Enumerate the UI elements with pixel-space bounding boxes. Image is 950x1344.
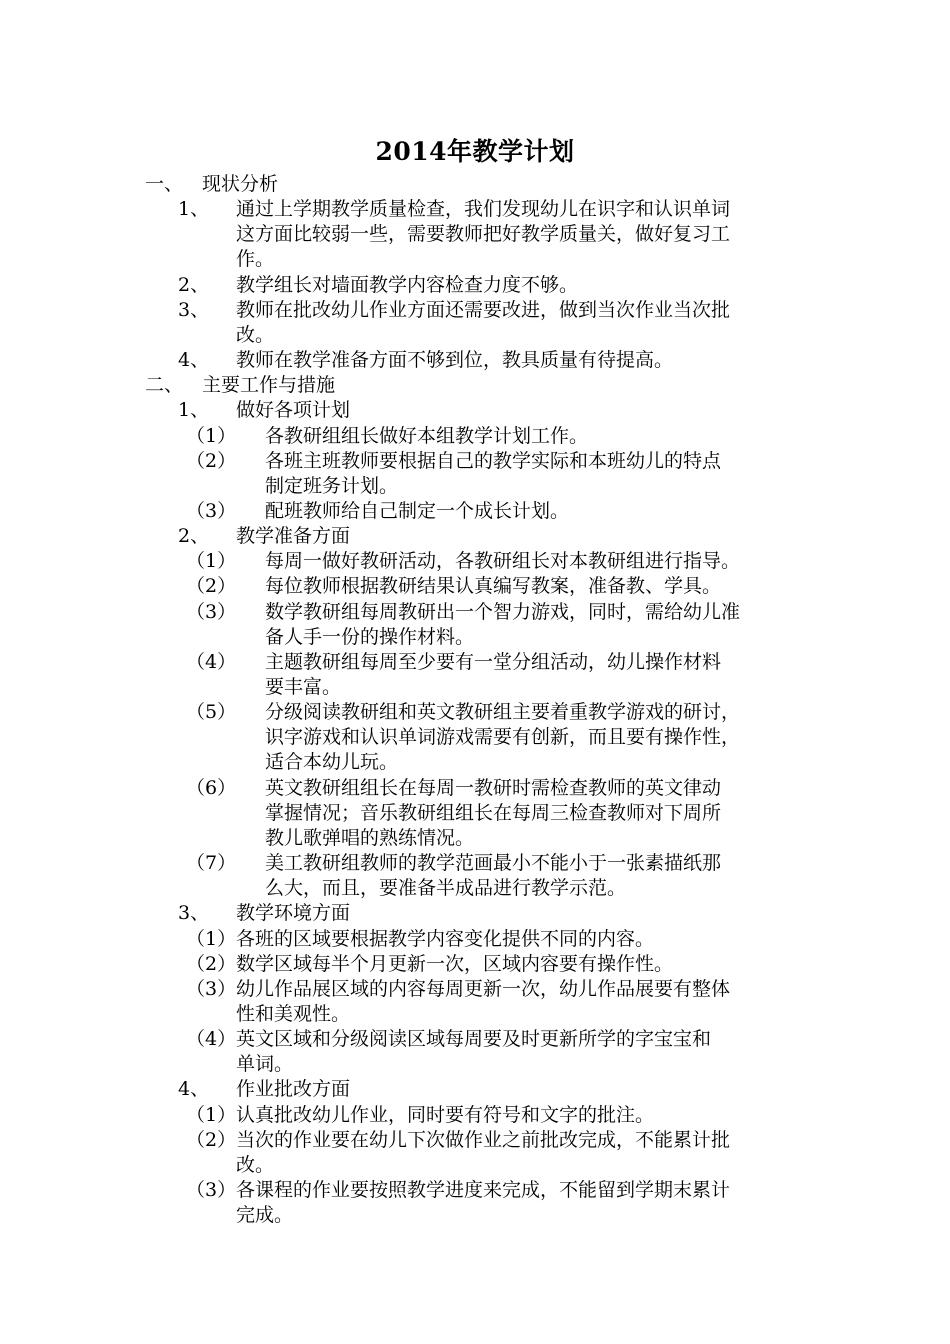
subsection-heading: 作业批改方面 [236,1078,351,1101]
item-text-line: 教儿歌弹唱的熟练情况。 [265,826,475,849]
document-title: 2014年教学计划 [375,137,575,166]
item-text-line: 这方面比较弱一些，需要教师把好教学质量关，做好复习工 [236,223,731,246]
item-text-line: 教学组长对墙面教学内容检查力度不够。 [236,273,579,296]
item-marker: （2） [186,952,237,975]
item-text-line: 各课程的作业要按照教学进度来完成，不能留到学期末累计 [236,1179,731,1201]
subsection-heading: 教学环境方面 [236,902,351,925]
item-text-line: 英文教研组组长在每周一教研时需检查教师的英文律动 [265,776,722,799]
item-marker: （2） [186,575,237,598]
item-marker: （7） [186,852,237,875]
item-marker: （3） [186,1179,237,1201]
item-text-line: 适合本幼儿玩。 [265,751,399,774]
item-text-line: 完成。 [236,1204,294,1227]
item-text-line: 改。 [236,1153,275,1176]
item-text-line: 要丰富。 [265,676,342,698]
item-text-line: 单词。 [236,1053,294,1076]
item-marker: 1、 [178,198,210,221]
item-marker: （4） [186,650,237,673]
item-text-line: 掌握情况；音乐教研组组长在每周三检查教师对下周所 [265,801,722,824]
item-marker: （2） [186,1128,237,1151]
item-text-line: 各班的区域要根据教学内容变化提供不同的内容。 [236,927,655,950]
subsection-marker: 3、 [178,902,210,925]
item-text-line: 识字游戏和认识单词游戏需要有创新，而且要有操作性， [265,726,741,749]
section-heading: 现状分析 [202,173,279,195]
item-text-line: 每周一做好教研活动，各教研组长对本教研组进行指导。 [265,550,741,573]
item-marker: 2、 [178,273,210,296]
item-text-line: 各班主班教师要根据自己的教学实际和本班幼儿的特点 [265,449,722,472]
item-marker: （2） [186,449,237,472]
item-marker: （5） [186,701,237,724]
item-text-line: 认真批改幼儿作业，同时要有符号和文字的批注。 [236,1103,655,1126]
item-text-line: 英文区域和分级阅读区域每周要及时更新所学的字宝宝和 [236,1028,712,1051]
item-text-line: 分级阅读教研组和英文教研组主要着重教学游戏的研讨， [265,701,741,724]
item-marker: （3） [186,600,237,623]
item-text-line: 教师在教学准备方面不够到位，教具质量有待提高。 [236,349,674,372]
subsection-marker: 2、 [178,525,210,548]
item-text-line: 改。 [236,323,275,346]
item-text-line: 教师在批改幼儿作业方面还需要改进，做到当次作业当次批 [236,298,731,321]
item-text-line: 备人手一份的操作材料。 [265,625,475,648]
item-text-line: 幼儿作品展区域的内容每周更新一次，幼儿作品展要有整体 [236,977,731,1000]
item-text-line: 制定班务计划。 [265,474,399,497]
item-text-line: 数学教研组每周教研出一个智力游戏，同时，需给幼儿准 [265,600,741,623]
item-marker: （3） [186,977,237,1000]
subsection-heading: 做好各项计划 [236,399,351,422]
subsection-heading: 教学准备方面 [236,525,351,548]
item-marker: 4、 [178,349,210,372]
item-marker: （1） [186,550,237,573]
item-marker: （3） [186,499,237,522]
section-marker: 一、 [145,173,184,195]
subsection-marker: 4、 [178,1078,210,1101]
item-marker: 3、 [178,298,210,321]
item-marker: （1） [186,1103,237,1126]
item-text-line: 当次的作业要在幼儿下次做作业之前批改完成，不能累计批 [236,1128,731,1151]
item-text-line: 性和美观性。 [236,1002,351,1025]
item-text-line: 每位教师根据教研结果认真编写教案，准备教、学具。 [265,575,722,598]
item-text-line: 通过上学期教学质量检查，我们发现幼儿在识字和认识单词 [236,198,731,221]
item-text-line: 作。 [236,248,275,271]
item-marker: （1） [186,424,237,447]
item-text-line: 么大，而且，要准备半成品进行教学示范。 [265,877,627,900]
item-marker: （4） [186,1028,237,1051]
section-heading: 主要工作与措施 [202,374,336,397]
item-marker: （6） [186,776,237,799]
item-marker: （1） [186,927,237,950]
subsection-marker: 1、 [178,399,210,422]
item-text-line: 数学区域每半个月更新一次，区域内容要有操作性。 [236,952,674,975]
item-text-line: 配班教师给自己制定一个成长计划。 [265,499,570,522]
item-text-line: 各教研组组长做好本组教学计划工作。 [265,424,589,447]
section-marker: 二、 [145,374,184,397]
item-text-line: 主题教研组每周至少要有一堂分组活动，幼儿操作材料 [265,650,722,673]
item-text-line: 美工教研组教师的教学范画最小不能小于一张素描纸那 [265,852,722,875]
